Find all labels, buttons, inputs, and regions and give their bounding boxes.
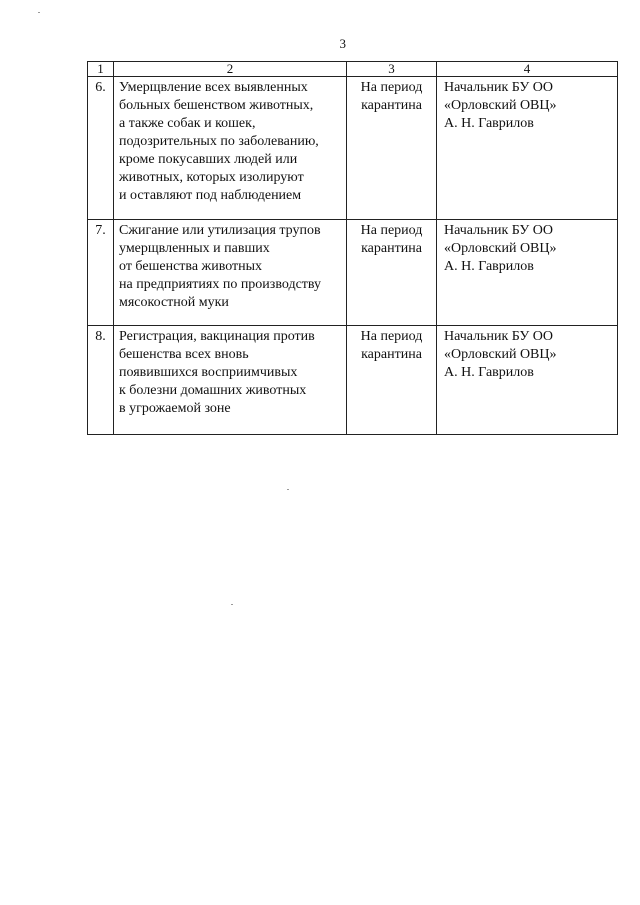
table-row xyxy=(88,326,618,435)
table-header-row xyxy=(88,62,618,77)
row-number: 8. xyxy=(88,326,114,435)
page-number: 3 xyxy=(339,36,347,51)
execution-period: На период карантина xyxy=(347,220,437,326)
measure-description: Регистрация, вакцинация против бешенства всех вновь появившихся восприимчивых к болезни домашних животных в угрожаемой зоне xyxy=(114,326,347,435)
responsible-person: Начальник БУ ОО «Орловский ОВЦ» А. Н. Гаврилов xyxy=(437,77,618,220)
column-header-1: 1 xyxy=(88,62,114,77)
column-header-2: 2 xyxy=(114,62,347,77)
table-row xyxy=(88,77,618,220)
table-row xyxy=(88,220,618,326)
row-number: 6. xyxy=(88,77,114,220)
row-number: 7. xyxy=(88,220,114,326)
execution-period: На период карантина xyxy=(347,77,437,220)
measure-description: Сжигание или утилизация трупов умерщвленных и павших от бешенства животных на предприятиях по производству мясокостной муки xyxy=(114,220,347,326)
scan-speck xyxy=(38,12,40,13)
scan-speck xyxy=(287,489,289,490)
responsible-person: Начальник БУ ОО «Орловский ОВЦ» А. Н. Гаврилов xyxy=(437,220,618,326)
column-header-4: 4 xyxy=(437,62,618,77)
execution-period: На период карантина xyxy=(347,326,437,435)
scan-speck xyxy=(231,604,233,605)
measures-table xyxy=(87,61,618,435)
column-header-3: 3 xyxy=(347,62,437,77)
responsible-person: Начальник БУ ОО «Орловский ОВЦ» А. Н. Гаврилов xyxy=(437,326,618,435)
measure-description: Умерщвление всех выявленных больных бешенством животных, а также собак и кошек, подозрительных по заболеванию, кроме покусавших людей или животных, которых изолируют и оставляют под наблюдением xyxy=(114,77,347,220)
